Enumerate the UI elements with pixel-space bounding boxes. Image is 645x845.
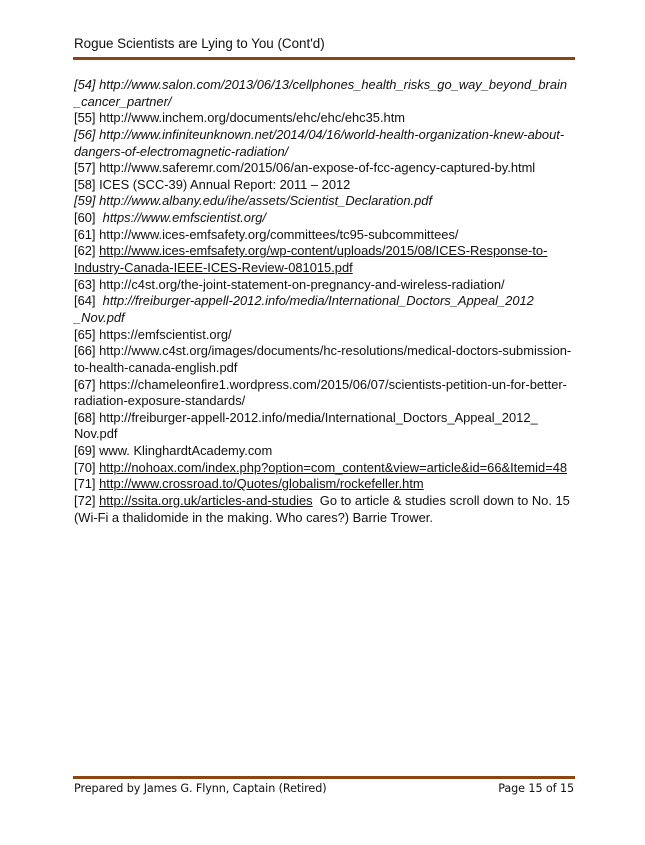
- reference-54-line-2: _cancer_partner/: [74, 93, 172, 109]
- reference-57: [74, 160, 579, 177]
- reference-64-line-1: [74, 293, 579, 310]
- reference-71-number: [71]: [74, 476, 96, 492]
- reference-54: [74, 77, 579, 110]
- reference-65: [74, 327, 579, 344]
- reference-70-number: [70]: [74, 459, 96, 475]
- reference-64: [74, 293, 579, 326]
- reference-72-note: Go to article & studies scroll down to No. 15: [312, 493, 570, 509]
- reference-67-line-1: [67] https://chameleonfire1.wordpress.com/2015/06/07/scientists-petition-un-for-better-: [74, 376, 567, 392]
- reference-72-link[interactable]: http://ssita.org.uk/articles-and-studies: [99, 493, 313, 509]
- reference-60-url: https://www.emfscientist.org/: [102, 210, 267, 226]
- reference-69-line-1: [69] www. KlinghardtAcademy.com: [74, 443, 273, 459]
- reference-62-link[interactable]: http://www.ices-emfsafety.org/wp-content/uploads/2015/08/ICES-Response-to-: [99, 243, 548, 259]
- reference-57-line-1: [57] http://www.saferemr.com/2015/06/an-expose-of-fcc-agency-captured-by.html: [74, 160, 536, 176]
- header-rule: [73, 57, 575, 60]
- reference-62-number: [62]: [74, 243, 96, 259]
- reference-71: [74, 476, 579, 493]
- reference-68: [74, 410, 579, 443]
- reference-63: [74, 277, 579, 294]
- reference-64-number: [64]: [74, 293, 103, 309]
- reference-63-line-1: [63] http://c4st.org/the-joint-statement-on-pregnancy-and-wireless-radiation/: [74, 276, 505, 292]
- reference-66-line-2: to-health-canada-english.pdf: [74, 359, 238, 375]
- running-header-title: Rogue Scientists are Lying to You (Cont'd): [74, 36, 325, 51]
- reference-58-line-1: [58] ICES (SCC-39) Annual Report: 2011 – 2012: [74, 176, 351, 192]
- reference-56-line-2: dangers-of-electromagnetic-radiation/: [74, 143, 289, 159]
- reference-69: [74, 443, 579, 460]
- reference-72-line-2: (Wi-Fi a thalidomide in the making. Who cares?) Barrie Trower.: [74, 509, 433, 525]
- reference-66-line-1: [66] http://www.c4st.org/images/documents/hc-resolutions/medical-doctors-submission-: [74, 343, 572, 359]
- reference-64-url: http://freiburger-appell-2012.info/media/International_Doctors_Appeal_2012: [102, 293, 534, 309]
- reference-60-number: [60]: [74, 210, 103, 226]
- reference-67: [74, 377, 579, 410]
- reference-72: [74, 493, 579, 526]
- reference-70: [74, 460, 579, 477]
- reference-68-line-2: Nov.pdf: [74, 426, 118, 442]
- reference-58: [74, 177, 579, 194]
- reference-71-link[interactable]: http://www.crossroad.to/Quotes/globalism/rockefeller.htm: [99, 476, 424, 492]
- footer-page-number: Page 15 of 15: [498, 782, 574, 795]
- reference-60: [74, 210, 579, 227]
- reference-65-line-1: [65] https://emfscientist.org/: [74, 326, 232, 342]
- reference-54-line-1: [54] http://www.salon.com/2013/06/13/cellphones_health_risks_go_way_beyond_brain: [74, 77, 568, 92]
- reference-70-link[interactable]: http://nohoax.com/index.php?option=com_content&view=article&id=66&Itemid=48: [99, 459, 568, 475]
- reference-64-line-2: _Nov.pdf: [74, 309, 125, 325]
- reference-67-line-2: radiation-exposure-standards/: [74, 393, 246, 409]
- reference-62: [74, 243, 579, 276]
- reference-56-line-1: [56] http://www.infiniteunknown.net/2014/04/16/world-health-organization-knew-about-: [74, 126, 565, 142]
- reference-66: [74, 343, 579, 376]
- reference-59-line-1: [59] http://www.albany.edu/ihe/assets/Scientist_Declaration.pdf: [74, 193, 433, 209]
- reference-62-link-continued[interactable]: Industry-Canada-IEEE-ICES-Review-081015.pdf: [74, 260, 353, 276]
- reference-61-line-1: [61] http://www.ices-emfsafety.org/committees/tc95-subcommittees/: [74, 226, 459, 242]
- references-list: [74, 77, 579, 526]
- reference-59: [74, 193, 579, 210]
- footer-prepared-by: Prepared by James G. Flynn, Captain (Retired): [74, 782, 327, 795]
- reference-61: [74, 227, 579, 244]
- reference-60-line-1: [74, 210, 579, 227]
- reference-56: [74, 127, 579, 160]
- reference-55-line-1: [55] http://www.inchem.org/documents/ehc/ehc/ehc35.htm: [74, 110, 406, 126]
- reference-55: [74, 110, 579, 127]
- reference-68-line-1: [68] http://freiburger-appell-2012.info/media/International_Doctors_Appeal_2012_: [74, 409, 538, 425]
- reference-72-number: [72]: [74, 493, 96, 509]
- footer-rule: [73, 776, 575, 779]
